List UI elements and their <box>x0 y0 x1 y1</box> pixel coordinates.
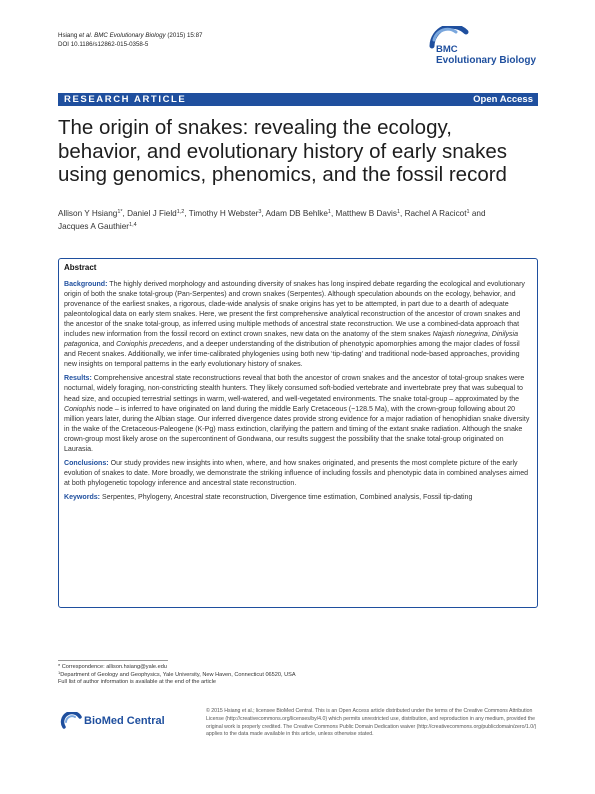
article-title: The origin of snakes: revealing the ecology, behavior, and evolutionary history of early snakes using genomics, phenomics, and the fossil record <box>58 116 507 186</box>
author-affiliation-sup: 1,2 <box>176 209 185 215</box>
results-label: Results: <box>64 375 92 383</box>
citation-line <box>58 32 202 41</box>
copyright-notice: © 2015 Hsiang et al.; licensee BioMed Central. This is an Open Access article distributed under the terms of the Creative Commons Attribution License (http://creativecommons.org/licenses/by/4.0) which permits unrestricted use, distribution, and reproduction in any medium, provided the original work is properly credited. The Creative Commons Public Domain Dedication waiver (http://creativecommons.org/publicdomain/zero/1.0/) applies to the data made available in this article, unless otherwise stated. <box>206 708 537 738</box>
author-name[interactable]: Allison Y Hsiang <box>58 209 118 218</box>
abstract-box <box>58 258 538 608</box>
author-list <box>58 207 498 233</box>
abstract-keywords <box>64 493 532 503</box>
author-affiliation-sup: 1 <box>327 209 331 215</box>
brand-line1: BMC <box>436 44 458 55</box>
author-affiliation-sup: 3 <box>258 209 262 215</box>
abstract-body <box>64 280 532 507</box>
background-text-b: , <box>487 331 492 339</box>
affiliation-note <box>58 669 318 680</box>
author-affiliation-sup: 1 <box>396 209 401 215</box>
results-text-a: Comprehensive ancestral state reconstructions reveal that both the ancestor of crown snakes and the ancestor of total-group snakes were nocturnal, widely foraging, non-constricting stealth hunters. They likely consumed soft-bodied vertebrate and invertebrate prey that was subequal to head size, and occupied terrestrial settings in warm, well-watered, and well-vegetated environments. The snake total-group – approximated by the <box>64 375 525 403</box>
author-name[interactable]: Adam DB Behlke <box>265 209 328 218</box>
author-separator: , <box>184 209 189 218</box>
background-text-a: The highly derived morphology and astounding diversity of snakes has long inspired debate regarding the ecological and evolutionary origin of both the snake total-group (Pan-Serpentes) and crown snakes (Serpentes). Although speculation abounds on the ecology, behavior, and provenance of the earliest snakes, a rigorous, clade-wide analysis of snake origins has yet to be attempted, in part due to a dearth of adequate paleontological data on early stem snakes. Here, we present the first comprehensive analytical reconstruction of the ancestor of crown snakes and the ancestor of the snake total-group, as inferred using multiple methods of ancestral state reconstruction. We use a combined-data approach that includes new information from the fossil record on extinct crown snakes, new data on the anatomy of the stem snakes <box>64 281 525 339</box>
citation-authors: Hsiang <box>58 32 79 39</box>
article-type-label: RESEARCH ARTICLE <box>64 94 187 105</box>
author-name[interactable]: Jacques A Gauthier <box>58 222 130 231</box>
taxon-coniophis: Coniophis precedens <box>116 341 183 349</box>
taxon-dinilysia: Dinilysia patagonica <box>64 331 518 349</box>
keywords-label: Keywords: <box>64 493 101 501</box>
journal-brand <box>436 44 536 66</box>
taxon-najash: Najash rionegrina <box>432 331 488 339</box>
taxon-coniophis-results: Coniophis <box>64 405 96 413</box>
abstract-conclusions <box>64 459 532 489</box>
footnote-divider <box>58 660 168 661</box>
background-text-c: , and <box>98 341 117 349</box>
abstract-results <box>64 374 532 454</box>
citation-year: (2015) 15:87 <box>165 32 203 39</box>
affiliation-sup: 1 <box>58 669 61 675</box>
open-access-label[interactable]: Open Access <box>473 94 533 105</box>
author-separator: , <box>400 209 405 218</box>
background-label: Background: <box>64 281 108 288</box>
footnotes <box>58 664 318 687</box>
author-affiliation-sup: 1 <box>466 209 470 215</box>
article-type-bar <box>58 93 538 106</box>
publisher-name: BioMed Central <box>84 715 165 727</box>
author-affiliation-sup: 1* <box>117 209 123 215</box>
author-affiliation-sup: 1,4 <box>129 222 137 228</box>
author-separator: and <box>469 209 486 218</box>
full-list-note: Full list of author information is available at the end of the article <box>58 679 216 686</box>
author-separator: , <box>261 209 266 218</box>
results-text-b: node – is inferred to have originated on land during the middle Early Cretaceous (~128.5 Ma), with the crown-group following about 20 million years later, during the Albian stage. Our inferred divergence dates provide strong evidence for a major radiation of henophidian snake diversity in the wake of the Cretaceous-Paleogene (K-Pg) mass extinction, clarifying the pattern and timing of the extant snake radiation. Although the snake crown-group most likely arose on the supercontinent of Gondwana, our results suggest the possibility that the snake total-group originated on Laurasia. <box>64 405 530 453</box>
journal-header <box>58 32 202 49</box>
affiliation-text: Department of Geology and Geophysics, Yale University, New Haven, Connecticut 06520, USA <box>60 671 296 678</box>
author-name[interactable]: Timothy H Webster <box>188 209 259 218</box>
keywords-text: Serpentes, Phylogeny, Ancestral state reconstruction, Divergence time estimation, Combined analysis, Fossil tip-dating <box>100 493 473 501</box>
doi-line[interactable]: DOI 10.1186/s12862-015-0358-5 <box>58 40 149 48</box>
correspondence-note[interactable]: * Correspondence: allison.hsiang@yale.edu <box>58 664 167 670</box>
brand-line2: Evolutionary Biology <box>436 55 537 66</box>
author-name[interactable]: Matthew B Davis <box>335 209 397 218</box>
background-text-d: , and a deeper understanding of the distribution of phenotypic apomorphies among the major clades of fossil and Recent snakes. Additionally, we infer time-calibrated phylogenies using both new ‘tip-dating’ and traditional node-based approaches, providing new insights on temporal patterns in the early evolutionary history of snakes. <box>64 341 520 369</box>
author-separator: , <box>122 209 128 218</box>
abstract-background <box>64 280 532 370</box>
abstract-heading: Abstract <box>64 263 97 272</box>
conclusions-label: Conclusions: <box>64 459 109 467</box>
author-name[interactable]: Daniel J Field <box>127 209 177 218</box>
author-separator: , <box>330 209 336 218</box>
citation-journal: et al. BMC Evolutionary Biology <box>78 32 166 39</box>
conclusions-text: Our study provides new insights into when, where, and how snakes originated, and presents the most complete picture of the early evolution of snakes to date. More broadly, we demonstrate the striking influence of including fossils and phenotypic data in combined analyses aimed at both phylogenetic topology inference and ancestral state reconstruction. <box>64 459 529 487</box>
author-name[interactable]: Rachel A Racicot <box>404 209 467 218</box>
